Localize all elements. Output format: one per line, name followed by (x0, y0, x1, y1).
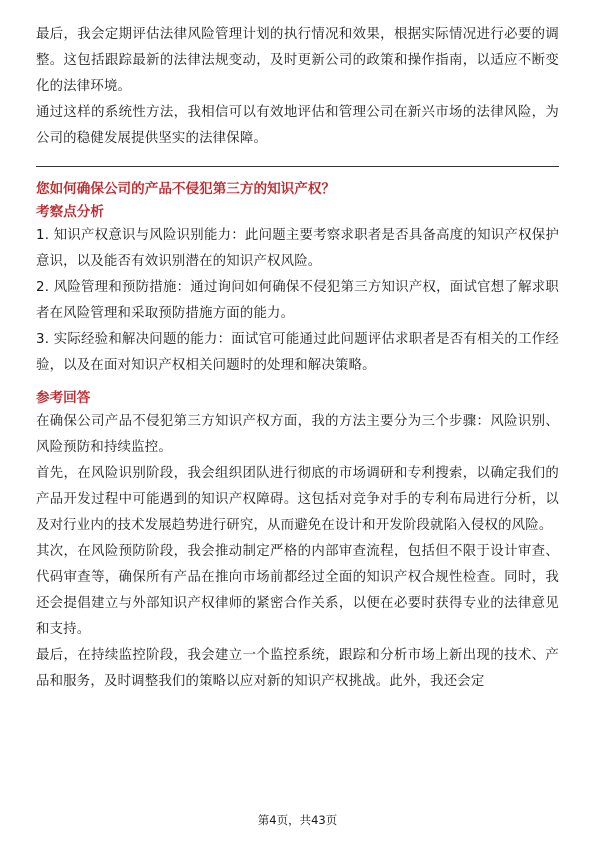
answer-paragraph: 最后，在持续监控阶段，我会建立一个监控系统，跟踪和分析市场上新出现的技术、产品和服务，及时调整我们的策略以应对新的知识产权挑战。此外，我还会定 (36, 648, 559, 689)
page-number: 第4页，共43页 (257, 813, 338, 827)
question-title: 您如何确保公司的产品不侵犯第三方的知识产权？ (36, 181, 336, 197)
answer-paragraph: 其次，在风险预防阶段，我会推动制定严格的内部审查流程，包括但不限于设计审查、代码审查等，确保所有产品在推向市场前都经过全面的知识产权合规性检查。同时，我还会提倡建立与外部知识产权律师的紧密合作关系，以便在必要时获得专业的法律意见和支持。 (36, 544, 559, 637)
body-paragraph: 最后，我会定期评估法律风险管理计划的执行情况和效果，根据实际情况进行必要的调整。这包括跟踪最新的法律法规变动，及时更新公司的政策和操作指南，以适应不断变化的法律环境。 (36, 27, 559, 94)
page-footer (0, 812, 595, 828)
body-paragraph: 通过这样的系统性方法，我相信可以有效地评估和管理公司在新兴市场的法律风险，为公司的稳健发展提供坚实的法律保障。 (36, 105, 559, 146)
analysis-item: 1. 知识产权意识与风险识别能力：此问题主要考察求职者是否具备高度的知识产权保护意识，以及能否有效识别潜在的知识产权风险。 (36, 228, 559, 269)
answer-paragraph: 首先，在风险识别阶段，我会组织团队进行彻底的市场调研和专利搜索，以确定我们的产品开发过程中可能遇到的知识产权障碍。这包括对竞争对手的专利布局进行分析，以及对行业内的技术发展趋势进行研究，从而避免在设计和开发阶段就陷入侵权的风险。 (36, 466, 559, 533)
analysis-item: 3. 实际经验和解决问题的能力：面试官可能通过此问题评估求职者是否有相关的工作经验，以及在面对知识产权相关问题时的处理和解决策略。 (36, 332, 559, 373)
answer-paragraph: 在确保公司产品不侵犯第三方知识产权方面，我的方法主要分为三个步骤：风险识别、风险预防和持续监控。 (36, 414, 559, 455)
analysis-item: 2. 风险管理和预防措施：通过询问如何确保不侵犯第三方知识产权，面试官想了解求职者在风险管理和采取预防措施方面的能力。 (36, 280, 559, 321)
section-divider (36, 166, 559, 167)
analysis-heading: 考察点分析 (36, 204, 104, 220)
answer-heading: 参考回答 (36, 390, 91, 406)
spacer (36, 379, 559, 387)
document-page (36, 22, 559, 695)
